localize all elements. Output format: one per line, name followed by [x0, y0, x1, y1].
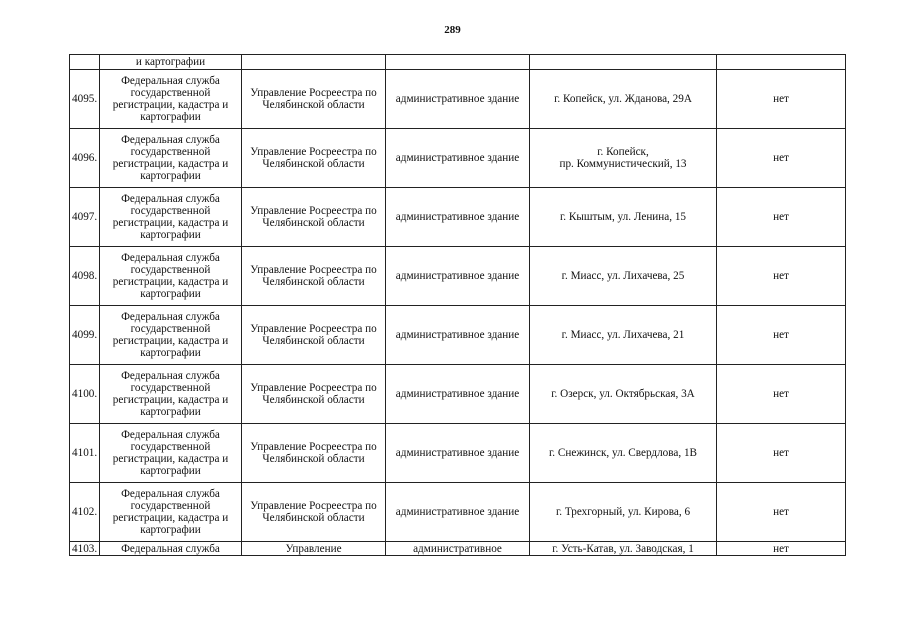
address-line-1: г. Миасс, ул. Лихачева, 25 — [561, 270, 685, 282]
cell-address — [530, 247, 717, 306]
cell-dept: Управление Росреестра по Челябинской области — [242, 70, 386, 129]
cell-num: 4095. — [70, 70, 100, 129]
cell-dept: Управление Росреестра по Челябинской области — [242, 188, 386, 247]
address-line-1: г. Кыштым, ул. Ленина, 15 — [559, 211, 687, 223]
cell-dept — [242, 55, 386, 70]
address-line-1: г. Копейск, — [597, 146, 649, 158]
cell-dept: Управление Росреестра по Челябинской области — [242, 365, 386, 424]
cell-type: административное здание — [386, 483, 530, 542]
cell-num: 4099. — [70, 306, 100, 365]
cell-flag: нет — [717, 70, 846, 129]
cell-type: административное здание — [386, 129, 530, 188]
cell-org: Федеральная служба государственной регистрации, кадастра и картографии — [100, 365, 242, 424]
address-line-2: пр. Коммунистический, 13 — [559, 158, 687, 170]
facilities-table — [69, 54, 846, 556]
cell-org: Федеральная служба государственной регистрации, кадастра и картографии — [100, 247, 242, 306]
cell-num: 4101. — [70, 424, 100, 483]
cell-address: г. Усть-Катав, ул. Заводская, 1 — [530, 542, 717, 556]
cell-flag — [717, 55, 846, 70]
cell-num: 4097. — [70, 188, 100, 247]
cell-dept: Управление Росреестра по Челябинской области — [242, 483, 386, 542]
cell-org: и картографии — [100, 55, 242, 70]
cell-org: Федеральная служба государственной регистрации, кадастра и картографии — [100, 188, 242, 247]
cell-dept: Управление Росреестра по Челябинской области — [242, 424, 386, 483]
table-row — [70, 129, 846, 188]
cell-num — [70, 55, 100, 70]
address-line-1: г. Снежинск, ул. Свердлова, 1В — [548, 447, 698, 459]
address-line-1: г. Трехгорный, ул. Кирова, 6 — [555, 506, 691, 518]
cell-address — [530, 424, 717, 483]
cell-dept: Управление Росреестра по Челябинской области — [242, 247, 386, 306]
cell-address — [530, 188, 717, 247]
table-row — [70, 483, 846, 542]
cell-type: административное здание — [386, 306, 530, 365]
cell-type: административное здание — [386, 188, 530, 247]
cell-num: 4098. — [70, 247, 100, 306]
table-row — [70, 365, 846, 424]
table-row — [70, 306, 846, 365]
cell-org: Федеральная служба государственной регистрации, кадастра и картографии — [100, 483, 242, 542]
cell-num: 4103. — [70, 542, 100, 556]
cell-org: Федеральная служба государственной регистрации, кадастра и картографии — [100, 424, 242, 483]
cell-flag: нет — [717, 424, 846, 483]
cell-flag: нет — [717, 365, 846, 424]
cell-address — [530, 483, 717, 542]
address-line-1: г. Миасс, ул. Лихачева, 21 — [561, 329, 685, 341]
cell-org: Федеральная служба государственной регистрации, кадастра и картографии — [100, 129, 242, 188]
page-number: 289 — [444, 24, 461, 36]
cell-flag: нет — [717, 542, 846, 556]
cell-type: административное — [386, 542, 530, 556]
cell-org: Федеральная служба государственной регистрации, кадастра и картографии — [100, 306, 242, 365]
cell-address — [530, 365, 717, 424]
cell-org: Федеральная служба — [100, 542, 242, 556]
cell-num: 4102. — [70, 483, 100, 542]
cell-dept: Управление Росреестра по Челябинской области — [242, 129, 386, 188]
cell-address — [530, 129, 717, 188]
cell-type: административное здание — [386, 247, 530, 306]
table-row-partial — [70, 542, 846, 556]
cell-address — [530, 306, 717, 365]
cell-flag: нет — [717, 306, 846, 365]
table-row — [70, 70, 846, 129]
cell-address — [530, 55, 717, 70]
cell-flag: нет — [717, 483, 846, 542]
cell-dept: Управление — [242, 542, 386, 556]
address-line-1: г. Копейск, ул. Жданова, 29А — [554, 93, 692, 105]
cell-num: 4096. — [70, 129, 100, 188]
address-line-1: г. Озерск, ул. Октябрьская, 3А — [551, 388, 695, 400]
cell-dept: Управление Росреестра по Челябинской области — [242, 306, 386, 365]
cell-flag: нет — [717, 129, 846, 188]
cell-flag: нет — [717, 188, 846, 247]
cell-type: административное здание — [386, 424, 530, 483]
cell-org: Федеральная служба государственной регистрации, кадастра и картографии — [100, 70, 242, 129]
cell-flag: нет — [717, 247, 846, 306]
cell-type: административное здание — [386, 70, 530, 129]
table-row-continuation — [70, 55, 846, 70]
table-row — [70, 424, 846, 483]
cell-num: 4100. — [70, 365, 100, 424]
table-row — [70, 247, 846, 306]
cell-address — [530, 70, 717, 129]
cell-type: административное здание — [386, 365, 530, 424]
cell-type — [386, 55, 530, 70]
table-row — [70, 188, 846, 247]
